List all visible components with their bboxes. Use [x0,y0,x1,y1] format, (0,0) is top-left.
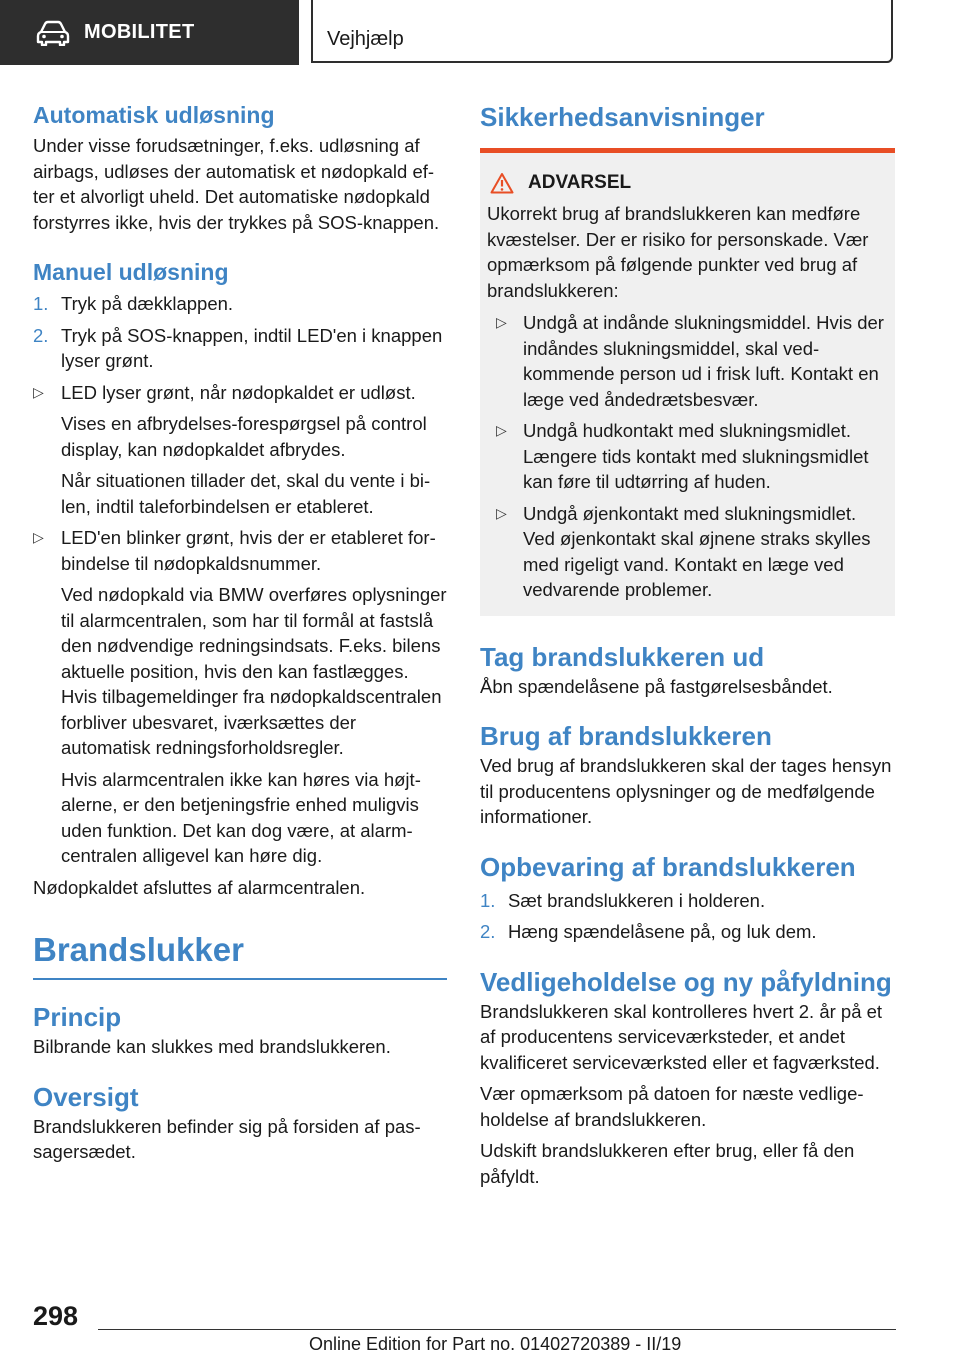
bullet-text: LED lyser grønt, når nødopkaldet er udløst. [61,381,416,403]
step-number: 1. [480,889,496,911]
step-text: Sæt brandslukkeren i holderen. [508,889,766,911]
step-number: 1. [33,293,49,314]
step-1 [33,291,447,317]
paragraph-maintenance-2: Vær opmærksom på datoen for næste vedligeholdelse af brandslukkeren. [480,1083,864,1130]
triangle-bullet-icon: ▷ [33,383,44,400]
paragraph-maintenance-1: Brandslukkeren skal kontrolleres hvert 2. år på et af producentens serviceværksteder, et andet kvalificeret serviceværksted eller et fagværksted. [480,1000,883,1073]
paragraph-overview: Brandslukkeren befinder sig på forsiden af passagersædet. [33,1115,421,1162]
storage-steps [480,888,895,945]
heading-use: Brug af brandslukkeren [480,721,772,751]
bullet-led-green [33,380,447,406]
heading-safety: Sikkerhedsanvisninger [480,102,765,132]
section-title: MOBILITET [84,21,195,43]
heading-principle: Princip [33,1002,122,1032]
edition-text: Online Edition for Part no. 01402720389 - II/19 [309,1334,682,1354]
step-text: Tryk på dækklappen. [61,293,234,314]
paragraph-take-out: Åbn spændelåsene på fastgørelsesbåndet. [480,675,833,697]
triangle-bullet-icon: ▷ [496,504,507,521]
heading-fire-extinguisher: Brandslukker [33,931,244,968]
bullet-led-green-detail-2: Når situationen tillader det, skal du vente i bilen, indtil taleforbindelsen er etableret. [61,470,431,517]
warning-item-text: Undgå hudkontakt med slukningsmidlet. Længere tids kontakt med slukningsmidlet kan føre til udtørring af huden. [523,420,869,492]
car-icon [36,20,70,46]
triangle-bullet-icon: ▷ [496,422,507,438]
step-number: 2. [480,921,496,942]
paragraph-use: Ved brug af brandslukkeren skal der tages hensyn til producentens oplysninger og de medfølgende informationer. [480,755,892,827]
bullet-led-blink [33,525,447,576]
step-text: Hæng spændelåsene på, og luk dem. [508,921,817,942]
triangle-bullet-icon: ▷ [496,314,507,330]
triangle-bullet-icon: ▷ [33,529,44,545]
manual-steps [33,291,447,374]
warning-item-text: Undgå at indånde slukningsmiddel. Hvis der indåndes slukningsmiddel, skal vedkommende person ud i frisk luft. Kontakt en læge ved åndedrætsbesvær. [523,312,884,410]
paragraph-automatic: Under visse forudsætninger, f.eks. udløsning af airbags, udløses der automatisk et nødopkald efter et alvorligt uheld. Det automatiske nødopkald forstyrres ikke, hvis der trykkes på SOS-knappen. [33,135,440,233]
warning-item-2 [496,418,889,495]
bullet-text: LED'en blinker grønt, hvis der er etableret forbindelse til nødopkaldsnummer. [61,527,436,574]
heading-rule [33,978,447,980]
step-number: 2. [33,324,49,346]
footer-rule [98,1329,896,1330]
warning-item-3 [496,501,889,603]
warning-label: ADVARSEL [528,172,632,193]
warning-item-1 [496,310,889,412]
paragraph-principle: Bilbrande kan slukkes med brandslukkeren. [33,1036,391,1057]
paragraph-call-end: Nødopkaldet afsluttes af alarmcentralen. [33,876,366,898]
heading-overview: Oversigt [33,1081,139,1112]
bullet-led-blink-detail-2: Hvis alarmcentralen ikke kan høres via højtalerne, er den betjeningsfrie enhed muligvis uden funktion. Det kan dog være, at alarmcentralen alligevel kan høre dig. [61,768,421,866]
chapter-title: Vejhjælp [327,28,404,50]
heading-automatic-release: Automatisk udløsning [33,102,275,128]
left-column [33,100,447,1165]
right-column [480,100,895,1189]
heading-take-out: Tag brandslukkeren ud [480,641,765,672]
paragraph-maintenance-3: Udskift brandslukkeren efter brug, eller få den påfyldt. [480,1140,855,1187]
warning-header [490,172,889,194]
storage-step-2 [480,919,895,945]
page-number: 298 [33,1301,79,1331]
warning-item-text: Undgå øjenkontakt med slukningsmidlet. Ved øjenkontakt skal øjnene straks skylles med rigeligt vand. Kontakt en læge ved vedvarende problemer. [523,502,871,600]
step-2 [33,323,447,374]
warning-text: Ukorrekt brug af brandslukkeren kan medføre kvæstelser. Der er risiko for personskade. Vær opmærksom på følgende punkter ved brug af brandslukkeren: [487,203,869,301]
section-tab [0,0,299,65]
chapter-tab [311,0,893,63]
heading-storage: Opbevaring af brandslukkeren [480,851,856,882]
step-text: Tryk på SOS-knappen, indtil LED'en i knappen lyser grønt. [61,324,443,371]
heading-maintenance: Vedligeholdelse og ny påfyldning [480,966,892,997]
heading-manual-release: Manuel udløsning [33,259,229,285]
bullet-led-green-detail-1: Vises en afbrydelses-forespørgsel på control display, kan nødopkaldet afbrydes. [61,413,427,460]
storage-step-1 [480,888,895,914]
bullet-led-blink-detail-1: Ved nødopkald via BMW overføres oplysninger til alarmcentralen, som har til formål at fastslå den nødvendige redningsindsats. F.eks. bilens aktuelle position, hvis den kan fastlægges. Hvis tilbagemeldinger fra nødopkaldscentralen forbliver ubesvaret, iværksættes der automatisk redningsforholdsregler. [61,584,447,758]
warning-box [480,148,895,616]
warning-triangle-icon [490,172,514,194]
